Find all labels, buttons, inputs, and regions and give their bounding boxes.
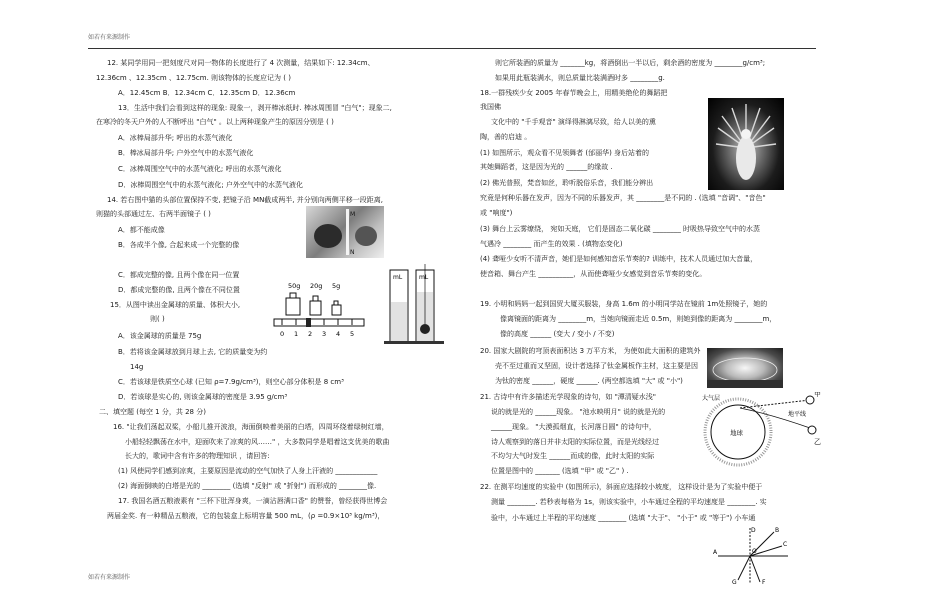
right-line: 21. 古诗中有许多描述光学现象的诗句，如 "潭清疑水浅" bbox=[480, 393, 657, 401]
weight-label: 20g bbox=[310, 282, 323, 290]
ray-label: D bbox=[751, 527, 756, 534]
refraction-drawing bbox=[700, 392, 822, 472]
grand-theatre-photo bbox=[707, 348, 783, 388]
weight-knob bbox=[334, 301, 338, 305]
scale-tick-label: 2 bbox=[308, 330, 313, 338]
mirror-label-m: M bbox=[350, 211, 356, 218]
cylinders-drawing bbox=[384, 262, 444, 346]
right-line: 22. 在测平均速度的实验中 (如图所示)，斜面应选择较小坡度， 这样设计是为了实验中便于 bbox=[480, 483, 763, 491]
cat-reflection bbox=[355, 226, 377, 246]
right-line: 陶，善的启迪 。 bbox=[480, 133, 532, 141]
water-left bbox=[391, 302, 407, 341]
weight-50g bbox=[286, 298, 300, 315]
right-line: 测量 ________. 若秒表每格为 1s，则该实验中，小车通过全程的平均速度是 ________. 实 bbox=[491, 498, 767, 506]
left-line: 则( ) bbox=[150, 315, 165, 323]
mirror bbox=[346, 209, 349, 255]
right-line: 壳不至过重而又坚固，设计者选择了钛金属板作主材，这主要是因 bbox=[495, 362, 698, 370]
scale-tick-label: 1 bbox=[294, 330, 299, 338]
sun-jia bbox=[806, 396, 814, 404]
right-line: 或 "响度") bbox=[480, 209, 513, 217]
left-line: 小船轻轻飘荡在水中，迎面吹来了凉爽的风……" ，大多数同学是唱着这支优美的歌曲 bbox=[125, 438, 390, 446]
page-header: 如若有来源制作 bbox=[88, 34, 131, 41]
cylinder-unit: mL bbox=[419, 274, 429, 281]
ray-of bbox=[750, 556, 760, 582]
left-line: D．都成完整的像, 且两个像在不同位置 bbox=[118, 286, 240, 294]
sun-yi bbox=[808, 426, 816, 434]
weight-5g bbox=[332, 305, 341, 315]
scale-tick-label: 4 bbox=[336, 330, 341, 338]
left-line: C．冰棒周围空气中的水蒸气液化; 呼出的水蒸气液化 bbox=[118, 165, 282, 173]
left-line: A．该金属球的质量是 75g bbox=[118, 332, 202, 340]
scale-tick-label: 3 bbox=[322, 330, 327, 338]
right-line: 说的就是光的 ______现象。 "池水映明月" 说的就是光的 bbox=[491, 408, 666, 416]
earth-label: 地球 bbox=[730, 429, 743, 437]
reflection-figure bbox=[712, 524, 792, 586]
left-line: 在寒冷的冬天户外的人不断呼出 "白气" 。以上两种现象产生的原因分别是 ( ) bbox=[96, 118, 334, 126]
right-line: (2) 佛光普照，梵音如丝，聆听脱俗乐音，我们能分辨出 bbox=[480, 179, 654, 187]
right-line: 19. 小明和妈妈一起到国贸大厦买服装，身高 1.6m 的小明同学站在镜前 1m处照镜子，她的 bbox=[480, 300, 768, 308]
right-line: 为钛的密度 ______，硬度 ______. (两空都选填 "大" 或 "小") bbox=[495, 377, 683, 385]
left-line: 12.36cm 、12.35cm 、12.75cm. 则该物体的长度应记为 ( ) bbox=[96, 74, 291, 82]
ray-label: G bbox=[732, 579, 737, 586]
left-line: 15．从图中读出金属球的质量、体积大小, bbox=[110, 301, 241, 309]
weight-label: 5g bbox=[332, 282, 341, 290]
left-line: 13．生活中我们会看到这样的现象: 现象一，剥开棒冰纸时. 棒冰周围冒 "白气"；现象二, bbox=[118, 104, 392, 112]
atmosphere-label: 大气层 bbox=[702, 395, 721, 402]
left-line: C．若该球是铁质空心球 (已知 ρ=7.9g/cm³)，则空心部分体积是 8 cm³ bbox=[118, 378, 344, 386]
ray-label: F bbox=[762, 579, 766, 586]
scale-bar bbox=[274, 319, 364, 326]
scale-tick-label: 0 bbox=[280, 330, 285, 338]
label-yi: 乙 bbox=[814, 438, 821, 446]
ray-og bbox=[738, 556, 750, 580]
mirror-label-n: N bbox=[350, 249, 355, 256]
right-line: 使音箱、舞台产生 __________，从而使聋哑少女感觉到音乐节奏的变化。 bbox=[480, 270, 707, 278]
weights-figure bbox=[268, 278, 368, 342]
scale-tick-label: 5 bbox=[350, 330, 355, 338]
guanyin-photo bbox=[708, 98, 784, 190]
left-line: (2) 海面倒映的白塔是光的 ________ (选填 "反射" 或 "折射") 而形成的 ________像. bbox=[118, 482, 377, 490]
rider bbox=[306, 318, 311, 327]
left-line: (1) 风使同学们感到凉爽，主要原因是流动的空气加快了人身上汗液的 ____________ bbox=[118, 467, 378, 475]
weight-knob bbox=[313, 296, 318, 301]
right-line: 如果用此瓶装满水，则总质量比装满酒时多 ________g. bbox=[495, 74, 665, 82]
right-line: 究竟是何种乐器在发声，因为不同的乐器发声，其 ________是不同的 . (选填 "音调"、"音色" bbox=[480, 194, 766, 202]
weight-20g bbox=[310, 301, 321, 315]
left-line: 两届金奖. 有一种精品五粮液，它的包装盒上标明容量 500 mL，(ρ =0.9×10³ kg/m³)， bbox=[107, 512, 385, 520]
right-line: (1) 如图所示，观众看不见领舞者 (邰丽华) 身后站着的 bbox=[480, 149, 650, 157]
right-line: 验中，小车通过上半程的平均速度 ________ (选填 "大于"、 "小于" 或 "等于") 小车通 bbox=[491, 514, 756, 522]
ray-label: O bbox=[752, 548, 757, 555]
right-line: 18.一群残疾少女 2005 年春节晚会上，用精美绝伦的舞蹈把 bbox=[480, 89, 668, 97]
left-line: B．若将该金属球放到月球上去, 它的质量变为约 bbox=[118, 348, 268, 356]
dome-outline bbox=[713, 358, 777, 382]
weight-label: 50g bbox=[288, 282, 301, 290]
header-rule bbox=[88, 48, 816, 49]
left-line: C．都成完整的像, 且两个像在同一位置 bbox=[118, 271, 240, 279]
left-line: A．冰棒局部升华; 呼出的水蒸气液化 bbox=[118, 134, 233, 142]
dancer-body bbox=[736, 136, 756, 180]
left-line: 14g bbox=[130, 363, 144, 371]
ray-label: B bbox=[775, 527, 780, 534]
left-line: 16. "让我们荡起双桨，小船儿推开波浪，海面倒映着美丽的白塔，四周环绕着绿树红墙， bbox=[113, 423, 389, 431]
cylinder-unit: mL bbox=[393, 274, 403, 281]
cat-mirror-photo bbox=[306, 206, 384, 258]
ray-label: C bbox=[783, 541, 788, 548]
right-line: 其她舞蹈者，这是因为光的 ______的缘故 . bbox=[480, 163, 613, 171]
left-line: A．都不能成像 bbox=[118, 226, 165, 234]
cylinders-figure bbox=[384, 262, 444, 346]
right-line: 位置是图中的 _______ (选填 "甲" 或 "乙" ) . bbox=[491, 467, 629, 475]
weight-knob bbox=[290, 293, 296, 298]
right-line: 像离镜面的距离为 ________m，当她向镜面走近 0.5m，则她到像的距离为 ________m， bbox=[500, 315, 777, 323]
left-line: 二、填空题 (每空 1 分，共 28 分) bbox=[99, 408, 206, 416]
right-line: 文化中的 "千手观音" 演绎得淋漓尽致，给人以美的熏 bbox=[491, 118, 656, 126]
left-line: 12. 某同学用同一把刻度尺对同一物体的长度进行了 4 次测量，结果如下: 12.34cm、 bbox=[107, 59, 375, 67]
left-line: D．若该球是实心的, 则该金属球的密度是 3.95 g/cm³ bbox=[118, 393, 288, 401]
grand-theatre-drawing bbox=[707, 348, 783, 388]
right-line: 20. 国家大剧院的穹顶表面积达 3 万平方米， 为使如此大面积的建筑外 bbox=[480, 347, 701, 355]
right-line: 像的高度 ______ (变大 / 变小 / 不变) bbox=[500, 330, 615, 338]
dancer-head bbox=[741, 129, 751, 139]
weights-drawing bbox=[268, 278, 368, 342]
reflection-drawing bbox=[712, 524, 792, 586]
cylinder-base bbox=[384, 341, 444, 344]
ray-label: A bbox=[713, 549, 718, 556]
left-line: A．12.45cm B．12.34cm C．12.35cm D．12.36cm bbox=[118, 89, 296, 97]
right-line: 诗人观察到的落日并非太阳的实际位置，而是光线经过 bbox=[491, 438, 659, 446]
cat-head bbox=[314, 224, 342, 248]
right-line: (4) 聋哑少女听不清声音，她们是如何感知音乐节奏的? 训练中，技术人员通过加大音量， bbox=[480, 255, 758, 263]
left-line: D．冰棒周围空气中的水蒸气液化; 户外空气中的水蒸气液化 bbox=[118, 181, 303, 189]
right-line: ______现象。 "大漠孤烟直，长河落日圆" 的诗句中， bbox=[491, 423, 656, 431]
right-line: 不均匀大气时发生 ______而成的像，此时太阳的实际 bbox=[491, 452, 655, 460]
right-line: (3) 舞台上云雾缭绕， 宛如天庭， 它们是固态二氧化碳 ________ 时吸热导致空气中的水蒸 bbox=[480, 225, 761, 233]
left-line: 14. 若右图中猫的头部位置保持不变, 把镜子沿 MN截成两半, 并分别向两侧平移一段距离, bbox=[107, 196, 383, 204]
guanyin-drawing bbox=[708, 98, 784, 190]
horizon-label: 地平线 bbox=[788, 411, 807, 418]
page-footer: 如若有来源制作 bbox=[88, 574, 131, 581]
right-line: 则它所装酒的质量为 _______kg，将酒倒出一半以后，剩余酒的密度为 ________g/cm³; bbox=[495, 59, 766, 67]
right-line: 我国佛 bbox=[480, 103, 501, 111]
left-line: 长大的，歌词中含有许多的物理知识 ，请回答: bbox=[125, 452, 270, 460]
left-line: B．棒冰局部升华; 户外空气中的水蒸气液化 bbox=[118, 149, 254, 157]
refraction-figure bbox=[700, 392, 822, 472]
left-line: 则猫的头部通过左、右两半面镜子 ( ) bbox=[96, 210, 211, 218]
label-jia: 甲 bbox=[814, 392, 821, 398]
left-line: 17. 我国名酒五粮液素有 "三杯下肚浑身爽，一滴沾唇满口香" 的赞誉，曾经获得世博会 bbox=[118, 497, 388, 505]
left-line: B．各成半个像, 合起来成一个完整的像 bbox=[118, 241, 240, 249]
right-line: 气遇冷 ________ 而产生的效果 . (填物态变化) bbox=[480, 240, 623, 248]
cat-mirror-drawing bbox=[306, 206, 384, 258]
water-reflection bbox=[707, 380, 783, 388]
metal-ball bbox=[420, 324, 430, 334]
